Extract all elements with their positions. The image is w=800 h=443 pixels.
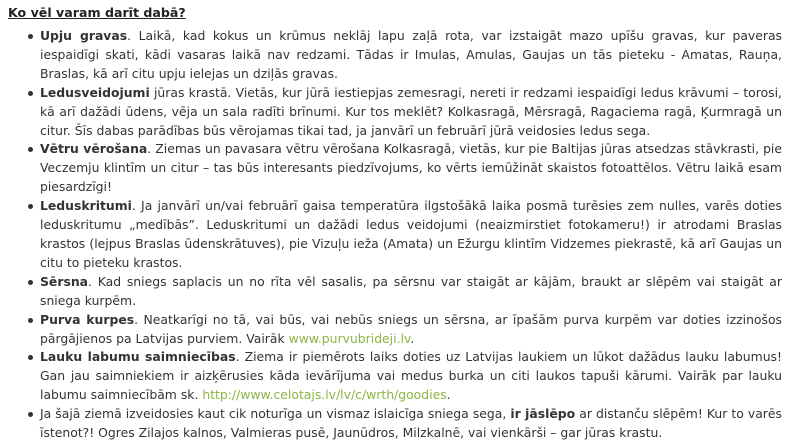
item-term: Sērsna [40,273,88,289]
item-text-end: . [446,387,451,403]
item-term: Vētru vērošana [40,141,148,157]
item-text: . Kad sniegs saplacis un no rīta vēl sasalis, pa sērsnu var staigāt ar kājām, braukt ar slēpēm vai staigāt ar sniega kurpēm. [40,273,782,308]
item-term: Ledusveidojumi [40,84,150,100]
item-text-end: ar distanču slēpēm! Kur to varēs īstenot?! Ogres Zilajos kalnos, Valmieras pusē, Jaunūdros, Milzkalnē, vai vienkārši – gar jūras krastu. [40,406,782,441]
item-text: . Ja janvārī un/vai februārī gaisa temperatūra ilgstošākā laika posmā turēsies zem nulles, varēs doties leduskritumu „medībās”. Leduskritumi un dažādi ledus veidojumi (neaizmirstiet fotokameru!) ir atrodami Braslas krastos (lejpus Braslas ūdenskrātuves), pie Vizuļu ieža (Amata) un Ežurgu klintīm Vidzemes piekrastē, kā arī Gaujas un citu to pieteku krastos. [40,198,782,270]
list-item-leduskritumi [40,197,792,273]
item-text: . Ziemas un pavasara vētru vērošana Kolkasragā, vietās, kur pie Baltijas jūras atsedzas stāvkrasti, pie Veczemju klintīm un citur – tas būs interesants piedzīvojums, ko vērts iemūžināt skaistos fotoattēlos. Vētru laikā esam piesardzīgi! [40,141,782,195]
list-item-purva-kurpes [40,311,792,349]
item-text: . Neatkarīgi no tā, vai būs, vai nebūs sniegs un sērsna, ar īpašām purva kurpēm var doties izzinošos pārgājienos pa Latvijas purviem. Vairāk [40,311,782,346]
purvubrideji-link[interactable]: www.purvubrideji.lv [288,330,411,346]
item-term: Lauku labumu saimniecības [40,349,236,365]
list-item-slepošana [40,405,792,443]
item-term: Leduskritumi [40,198,132,214]
list-item-lauku-labumi [40,348,792,405]
item-text: . Laikā, kad kokus un krūmus neklāj lapu zaļā rota, var izstaigāt mazo upīšu gravas, kur paveras iespaidīgi skati, kādi vasaras laikā nav redzami. Tādas ir Imulas, Amulas, Gaujas un tās pieteku - Amatas, Rauņa, Braslas, kā arī citu upju ielejas un dziļās gravas. [40,28,783,81]
item-text: jūras krastā. Vietās, kur jūrā iestiepjas zemesragi, nereti ir redzami iespaidīgi ledus krāvumi – torosi, kā arī dažādi ūdens, vēja un sala radīti brīnumi. Kur tos meklēt? Kolkasragā, Mērsragā, Ragaciema ragā, Ķurmragā un citur. Šīs dabas parādības būs vērojamas tikai tad, ja janvārī un februārī jūrā veidosies ledus sega. [40,84,782,138]
list-item-upju-gravas [40,27,792,84]
item-text: . Ziema ir piemērots laiks doties uz Latvijas laukiem un lūkot dažādus lauku labumus! Gan jau saimniekiem ir aizķērusies kāda ievārījuma vai medus burka un citi laukos tapuši kārumi. Vairāk par lauku labumu saimniecībām sk. [40,349,782,403]
item-term: Purva kurpes [40,311,135,327]
item-text-end: . [410,330,415,346]
section-heading: Ko vēl varam darīt dabā? [8,5,186,20]
list-item-ledusveidojumi [40,84,792,141]
activity-list [8,27,792,443]
list-item-vetru-verosana [40,140,792,197]
item-term: Upju gravas [40,28,128,43]
list-item-sersna [40,273,792,311]
item-emphasis: ir jāslēpo [510,406,576,422]
celotajs-goodies-link[interactable]: http://www.celotajs.lv/lv/c/wrth/goodies [202,387,447,403]
item-text: Ja šajā ziemā izveidosies kaut cik noturīga un vismaz islaicīga sniega sega, [40,406,511,422]
